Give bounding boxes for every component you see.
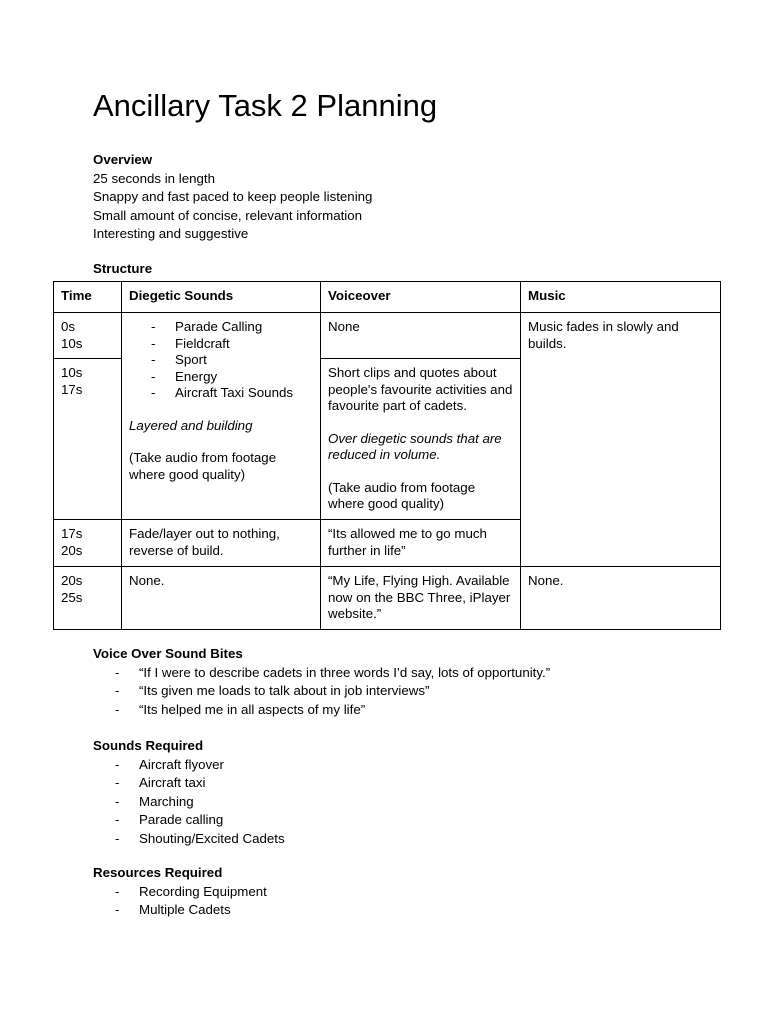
list-item: - Aircraft flyover [115, 756, 285, 775]
diegetic-cell [122, 520, 321, 567]
voiceover-text: Short clips and quotes about people's favourite activities and favourite part of cadets. [328, 365, 513, 413]
overview-line: Snappy and fast paced to keep people listening [93, 189, 373, 204]
list-item: - Multiple Cadets [115, 901, 267, 920]
diegetic-cell [122, 313, 321, 520]
list-item: - Fieldcraft [151, 336, 313, 353]
music-cell [521, 567, 721, 630]
time-end: 20s [61, 542, 83, 558]
resources-section [93, 864, 267, 920]
sounds-section [93, 737, 285, 848]
list-item: - Aircraft Taxi Sounds [151, 385, 313, 402]
column-header-music: Music [521, 282, 721, 313]
diegetic-text: None. [129, 573, 165, 588]
voiceover-text: “Its allowed me to go much further in life” [328, 526, 487, 558]
diegetic-sound-list [129, 319, 313, 402]
diegetic-text: Fade/layer out to nothing, reverse of build. [129, 526, 280, 558]
resources-heading: Resources Required [93, 865, 223, 880]
diegetic-extra: (Take audio from footage where good quality) [129, 450, 277, 482]
list-item: - Marching [115, 793, 285, 812]
music-text: Music fades in slowly and builds. [528, 319, 679, 351]
voice-over-list [93, 664, 550, 720]
sounds-list [93, 756, 285, 849]
overview-line: Small amount of concise, relevant information [93, 207, 363, 223]
voiceover-text: “My Life, Flying High. Available now on the BBC Three, iPlayer website.” [328, 573, 511, 621]
column-header-diegetic: Diegetic Sounds [122, 282, 321, 313]
time-end: 10s [61, 335, 83, 351]
list-item: - “Its given me loads to talk about in job interviews” [115, 682, 550, 701]
list-item: - Energy [151, 369, 313, 386]
list-item: - Parade calling [115, 811, 285, 830]
column-header-time: Time [54, 282, 122, 313]
time-start: 20s [61, 573, 83, 588]
table-row [54, 567, 721, 630]
overview-heading: Overview [93, 152, 153, 167]
table-row [54, 313, 721, 359]
music-text: None. [528, 573, 564, 588]
voice-over-heading: Voice Over Sound Bites [93, 646, 243, 661]
list-item: - “Its helped me in all aspects of my life” [115, 701, 550, 720]
list-item: - Sport [151, 352, 313, 369]
table-header-row [54, 282, 721, 313]
page-title: Ancillary Task 2 Planning [93, 88, 438, 123]
music-cell [521, 313, 721, 567]
time-start: 10s [61, 365, 83, 380]
voiceover-cell [321, 359, 521, 520]
time-end: 25s [61, 589, 83, 605]
voice-over-section [93, 645, 550, 719]
time-cell [54, 567, 122, 630]
list-item: - Shouting/Excited Cadets [115, 830, 285, 849]
voiceover-cell [321, 520, 521, 567]
time-cell [54, 359, 122, 520]
overview-line: Interesting and suggestive [93, 226, 249, 241]
voiceover-note: Over diegetic sounds that are reduced in volume. [328, 430, 502, 462]
list-item: - Recording Equipment [115, 883, 267, 902]
structure-table [53, 281, 721, 630]
time-cell [54, 313, 122, 359]
structure-heading: Structure [93, 261, 153, 276]
diegetic-note: Layered and building [129, 417, 253, 433]
voiceover-cell [321, 567, 521, 630]
list-item: - Aircraft taxi [115, 774, 285, 793]
list-item: - Parade Calling [151, 319, 313, 336]
overview-section [93, 151, 372, 244]
voiceover-cell [321, 313, 521, 359]
time-start: 17s [61, 526, 83, 541]
structure-section [93, 260, 152, 279]
sounds-heading: Sounds Required [93, 738, 204, 753]
time-cell [54, 520, 122, 567]
list-item: - “If I were to describe cadets in three words I’d say, lots of opportunity.” [115, 664, 550, 683]
column-header-voiceover: Voiceover [321, 282, 521, 313]
resources-list [93, 883, 267, 920]
overview-line: 25 seconds in length [93, 170, 215, 186]
diegetic-cell [122, 567, 321, 630]
time-end: 17s [61, 381, 83, 397]
voiceover-extra: (Take audio from footage where good quality) [328, 479, 476, 511]
voiceover-text: None [328, 319, 360, 334]
time-start: 0s [61, 319, 76, 334]
